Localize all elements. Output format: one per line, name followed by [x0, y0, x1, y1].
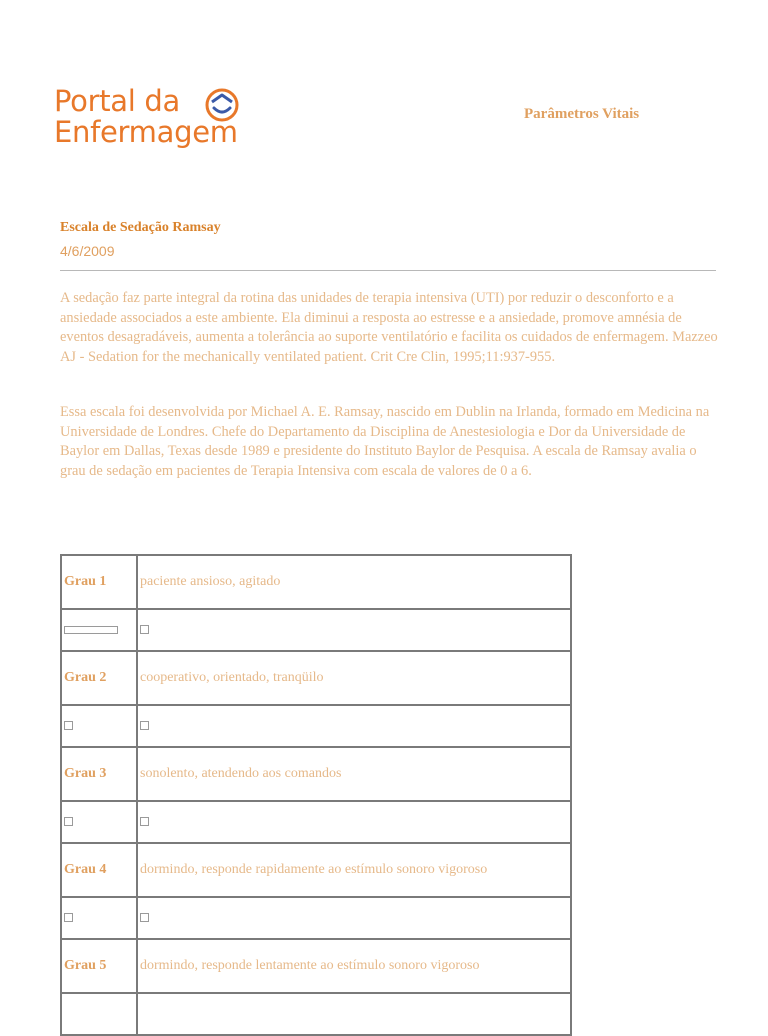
grade-label: Grau 1: [61, 555, 137, 609]
ramsay-scale-table: [60, 554, 572, 1036]
table-row: [61, 747, 571, 801]
table-row: [61, 843, 571, 897]
grade-label: Grau 4: [61, 843, 137, 897]
logo-text-line2: Enfermagem: [54, 115, 238, 149]
table-row: [61, 897, 571, 939]
grade-description: paciente ansioso, agitado: [137, 555, 571, 609]
broken-image-icon: [140, 913, 149, 922]
table-row: [61, 609, 571, 651]
grade-description: sonolento, atendendo aos comandos: [137, 747, 571, 801]
article-date: 4/6/2009: [60, 243, 115, 259]
table-row: [61, 939, 571, 993]
grade-description: dormindo, responde rapidamente ao estímulo sonoro vigoroso: [137, 843, 571, 897]
intro-paragraph: A sedação faz parte integral da rotina das unidades de terapia intensiva (UTI) por reduzir o desconforto e a ansiedade associados a este ambiente. Ela diminui a resposta ao estresse e a ansiedade, promove amnésia de eventos desagradáveis, aumenta a tolerância ao suporte ventilatório e facilita os cuidados de enfermagem. Mazzeo AJ - Sedation for the mechanically ventilated patient. Crit Cre Clin, 1995;11:937-955.: [60, 290, 718, 365]
broken-image-icon: [64, 721, 73, 730]
broken-image-icon: [64, 913, 73, 922]
table-row: [61, 801, 571, 843]
grade-description: cooperativo, orientado, tranqüilo: [137, 651, 571, 705]
broken-image-icon: [140, 721, 149, 730]
table-row: [61, 705, 571, 747]
broken-image-icon: [140, 625, 149, 634]
nurse-face-icon: [204, 87, 240, 123]
article-title: Escala de Sedação Ramsay: [60, 220, 221, 235]
logo-text-line1: Portal da: [54, 84, 181, 118]
broken-image-icon: [140, 817, 149, 826]
broken-image-icon: [64, 626, 118, 634]
portal-logo[interactable]: [54, 86, 254, 156]
grade-label: Grau 3: [61, 747, 137, 801]
table-row: [61, 651, 571, 705]
broken-image-icon: [64, 817, 73, 826]
scale-origin-paragraph: Essa escala foi desenvolvida por Michael A. E. Ramsay, nascido em Dublin na Irlanda, formado em Medicina na Universidade de Londres. Chefe do Departamento da Disciplina de Anestesiologia e Dor da Universidade de Baylor em Dallas, Texas desde 1989 e presidente do Instituto Baylor de Pesquisa. A escala de Ramsay avalia o grau de sedação em pacientes de Terapia Intensiva com escala de valores de 0 a 6.: [60, 404, 710, 479]
grade-label: Grau 2: [61, 651, 137, 705]
grade-label: Grau 5: [61, 939, 137, 993]
section-title: Parâmetros Vitais: [524, 106, 640, 122]
table-row: [61, 555, 571, 609]
table-row: [61, 993, 571, 1035]
grade-description: dormindo, responde lentamente ao estímulo sonoro vigoroso: [137, 939, 571, 993]
divider: [60, 270, 716, 271]
